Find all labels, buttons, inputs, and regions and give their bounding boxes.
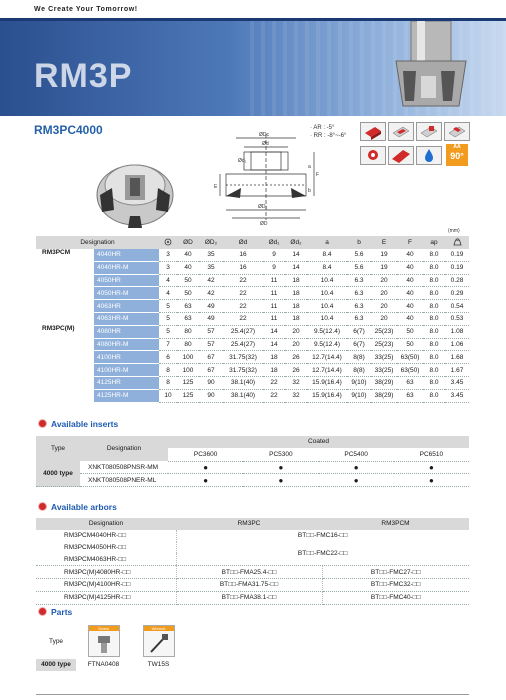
arbors-table	[36, 518, 469, 605]
table-cell: 8.0	[423, 261, 445, 274]
ins-type-header: Type	[36, 436, 80, 461]
table-cell: 0.53	[445, 312, 469, 325]
table-cell: 10	[159, 389, 177, 402]
designation-code: 4080HR	[94, 325, 159, 338]
table-cell: 25(23)	[371, 325, 397, 338]
spec-ar: · AR : -5°	[310, 125, 335, 131]
ins-designation: XNKT080508PNER-ML	[80, 474, 168, 487]
table-cell: 9.5(12.4)	[307, 325, 347, 338]
col-d2: ØD₂	[199, 236, 223, 249]
col-insert-count	[159, 236, 177, 249]
table-cell: 57	[199, 325, 223, 338]
table-cell: 33(25)	[371, 364, 397, 377]
cutter-photo-icon	[381, 21, 476, 116]
table-cell: 0.28	[445, 274, 469, 287]
table-cell: 6(7)	[347, 325, 371, 338]
table-cell: 8.0	[423, 376, 445, 389]
table-row	[36, 474, 469, 487]
table-cell: 9.5(12.4)	[307, 338, 347, 351]
table-cell: 10.4	[307, 300, 347, 313]
wrench-label: Wrench	[144, 626, 174, 631]
table-cell: 0.19	[445, 249, 469, 261]
table-row	[36, 300, 469, 313]
table-row	[36, 274, 469, 287]
arb-designation: RM3PC(M)4100HR-□□	[36, 578, 176, 591]
dim-b: b	[308, 188, 311, 194]
table-cell: 25(23)	[371, 338, 397, 351]
cutter-photo-icon	[90, 150, 180, 230]
inserts-section-title	[38, 419, 118, 429]
arb-designation: RM3PCM4063HR-□□	[36, 553, 176, 565]
table-cell: 18	[285, 287, 307, 300]
designation-code: 4100HR	[94, 351, 159, 364]
arbors-title-text: Available arbors	[51, 502, 117, 512]
table-cell: 25.4(27)	[223, 325, 263, 338]
table-cell: 3	[159, 261, 177, 274]
table-cell: 90	[199, 389, 223, 402]
table-cell: 8(8)	[347, 351, 371, 364]
table-cell: 14	[285, 261, 307, 274]
table-cell: 6.3	[347, 274, 371, 287]
availability-dot: ●	[243, 474, 318, 487]
table-row	[36, 312, 469, 325]
table-row	[36, 591, 469, 604]
dim-dc: ØDc	[259, 132, 269, 138]
grade-pc3600: PC3600	[168, 448, 243, 461]
table-cell: 31.75(32)	[223, 351, 263, 364]
screw-code: FTNA0408	[87, 661, 120, 669]
table-cell: 125	[177, 389, 199, 402]
group-name: RM3PC(M)	[42, 325, 75, 333]
table-cell: 9(10)	[347, 376, 371, 389]
arb-rm3pcm-value: BT□□-FMC40-□□	[322, 591, 469, 604]
dim-f: F	[316, 172, 320, 178]
table-cell: 63(50)	[397, 364, 423, 377]
table-cell: 5.6	[347, 249, 371, 261]
designation-code: 4125HR	[94, 376, 159, 389]
table-cell: 6.3	[347, 300, 371, 313]
designation-code: 4063HR-M	[94, 312, 159, 325]
table-cell: 8(8)	[347, 364, 371, 377]
table-cell: 10.4	[307, 312, 347, 325]
slot-icon	[444, 122, 470, 141]
table-cell: 14	[263, 338, 285, 351]
grade-pc5400: PC5400	[319, 448, 394, 461]
dim-d1: Ød₁	[238, 158, 247, 164]
col-designation: Designation	[36, 236, 159, 249]
table-cell: 8.0	[423, 274, 445, 287]
table-cell: 90	[199, 376, 223, 389]
table-cell: 5	[159, 325, 177, 338]
dimension-drawing	[196, 130, 336, 230]
table-cell: 25.4(27)	[223, 338, 263, 351]
arb-rm3pc-value: BT□□-FMA31.75-□□	[176, 578, 322, 591]
table-cell: 35	[199, 249, 223, 261]
hero-title: RM3P	[34, 57, 133, 95]
table-cell: 40	[397, 249, 423, 261]
table-cell: 26	[285, 364, 307, 377]
table-cell: 40	[177, 249, 199, 261]
table-row	[36, 261, 469, 274]
table-cell: 18	[263, 351, 285, 364]
parts-table	[36, 623, 186, 671]
table-cell: 80	[177, 338, 199, 351]
table-cell: 8.4	[307, 261, 347, 274]
arb-designation: RM3PC(M)4125HR-□□	[36, 591, 176, 604]
table-cell: 6	[159, 351, 177, 364]
parts-section-title	[38, 607, 72, 617]
hero-banner	[0, 21, 506, 116]
table-cell: 33(25)	[371, 351, 397, 364]
coolant-icon	[416, 146, 442, 165]
section-bullet-icon	[38, 502, 47, 511]
arb-rm3pc-header: RM3PC	[176, 518, 322, 530]
footer-rule	[36, 694, 469, 695]
inserts-title-text: Available inserts	[51, 419, 119, 429]
table-cell: 40	[397, 312, 423, 325]
ramping-icon	[360, 146, 386, 165]
table-cell: 57	[199, 338, 223, 351]
table-cell: 1.08	[445, 325, 469, 338]
arb-rm3pcm-value: BT□□-FMC27-□□	[322, 566, 469, 579]
table-cell: 11	[263, 300, 285, 313]
dimension-table	[36, 236, 469, 403]
table-cell: 4	[159, 274, 177, 287]
table-cell: 38(29)	[371, 389, 397, 402]
screw-image	[88, 625, 120, 657]
availability-dot: ●	[168, 461, 243, 474]
table-cell: 18	[263, 364, 285, 377]
designation-code: 4100HR-M	[94, 364, 159, 377]
col-bore: Ød	[223, 236, 263, 249]
table-cell: 5	[159, 312, 177, 325]
table-cell: 20	[371, 274, 397, 287]
table-cell: 40	[397, 287, 423, 300]
table-cell: 1.67	[445, 364, 469, 377]
product-subtitle: RM3PC4000	[34, 123, 103, 137]
table-cell: 22	[223, 312, 263, 325]
table-cell: 22	[263, 389, 285, 402]
table-cell: 35	[199, 261, 223, 274]
designation-code: 4050HR	[94, 274, 159, 287]
table-cell: 19	[371, 249, 397, 261]
table-cell: 40	[397, 300, 423, 313]
table-cell: 50	[177, 287, 199, 300]
approach-angle-badge	[446, 144, 468, 166]
table-cell: 9	[263, 249, 285, 261]
tagline: We Create Your Tomorrow!	[34, 6, 138, 13]
table-cell: 8.0	[423, 300, 445, 313]
dim-D: ØD	[260, 221, 268, 227]
table-cell: 63	[177, 300, 199, 313]
table-cell: 8.0	[423, 338, 445, 351]
table-cell: 8.0	[423, 389, 445, 402]
insert-count-icon	[164, 238, 172, 246]
arb-value: BT□□-FMC22-□□	[176, 542, 469, 566]
arb-rm3pcm-header: RM3PCM	[322, 518, 469, 530]
section-bullet-icon	[38, 419, 47, 428]
table-cell: 67	[199, 351, 223, 364]
table-cell: 63	[177, 312, 199, 325]
table-cell: 20	[285, 325, 307, 338]
table-cell: 125	[177, 376, 199, 389]
col-e: E	[371, 236, 397, 249]
table-row	[36, 364, 469, 377]
table-cell: 42	[199, 274, 223, 287]
table-cell: 6.3	[347, 287, 371, 300]
arb-designation: RM3PCM4040HR-□□	[36, 530, 176, 542]
weight-icon	[453, 238, 462, 246]
table-cell: 5.6	[347, 261, 371, 274]
dim-a: a	[308, 164, 311, 170]
table-cell: 8.0	[423, 364, 445, 377]
table-cell: 22	[263, 376, 285, 389]
grade-pc5300: PC5300	[243, 448, 318, 461]
table-cell: 18	[285, 312, 307, 325]
table-cell: 8.0	[423, 351, 445, 364]
table-row	[36, 287, 469, 300]
arb-rm3pc-value: BT□□-FMA38.1-□□	[176, 591, 322, 604]
table-cell: 8.0	[423, 325, 445, 338]
table-cell: 20	[371, 300, 397, 313]
table-cell: 8	[159, 376, 177, 389]
designation-code: 4040HR	[94, 249, 159, 261]
dim-d: Ød	[262, 141, 269, 147]
table-cell: 18	[285, 300, 307, 313]
face-milling-icon	[388, 122, 414, 141]
table-cell: 63(50)	[397, 351, 423, 364]
table-cell: 7	[159, 338, 177, 351]
ins-designation-header: Designation	[80, 436, 168, 461]
table-cell: 11	[263, 312, 285, 325]
table-cell: 8.0	[423, 249, 445, 261]
table-cell: 0.54	[445, 300, 469, 313]
top-bar	[0, 0, 506, 22]
table-cell: 38(29)	[371, 376, 397, 389]
aa-angle: 90°	[450, 151, 464, 161]
plunge-icon	[388, 146, 414, 165]
wrench-cell	[131, 623, 186, 659]
table-cell: 50	[177, 274, 199, 287]
table-row	[36, 530, 469, 542]
table-cell: 1.06	[445, 338, 469, 351]
table-header-row	[36, 236, 469, 249]
aa-label: AA	[453, 144, 461, 150]
table-cell: 8	[159, 364, 177, 377]
table-cell: 22	[223, 300, 263, 313]
table-cell: 50	[397, 325, 423, 338]
table-cell: 49	[199, 300, 223, 313]
table-cell: 22	[223, 287, 263, 300]
arb-value: BT□□-FMC16-□□	[297, 532, 348, 540]
col-d: ØD	[177, 236, 199, 249]
arb-designation-header: Designation	[36, 518, 176, 530]
table-cell: 11	[263, 287, 285, 300]
table-cell: 1.68	[445, 351, 469, 364]
availability-dot: ●	[319, 474, 394, 487]
availability-dot: ●	[394, 474, 469, 487]
designation-code: 4040HR-M	[94, 261, 159, 274]
table-cell: 6.3	[347, 312, 371, 325]
table-cell: 10.4	[307, 274, 347, 287]
table-cell: 40	[397, 261, 423, 274]
designation-code: 4080HR-M	[94, 338, 159, 351]
arb-designation: RM3PC(M)4080HR-□□	[36, 566, 176, 579]
table-row	[36, 249, 469, 261]
col-bore1: Ød₁	[263, 236, 285, 249]
unit-label: (mm)	[448, 228, 460, 234]
table-cell: 9(10)	[347, 389, 371, 402]
screw-cell	[76, 623, 131, 659]
availability-dot: ●	[394, 461, 469, 474]
table-cell: 50	[397, 338, 423, 351]
table-cell: 10.4	[307, 287, 347, 300]
wrench-image	[143, 625, 175, 657]
ins-coated-header: Coated	[168, 436, 469, 448]
table-cell: 8.0	[423, 312, 445, 325]
table-cell: 3.45	[445, 376, 469, 389]
table-row	[36, 566, 469, 579]
spec-rr: · RR : -8°~-6°	[310, 133, 347, 139]
designation-code: 4050HR-M	[94, 287, 159, 300]
angle-specs	[310, 124, 346, 140]
table-cell: 8.0	[423, 287, 445, 300]
table-cell: 15.9(16.4)	[307, 389, 347, 402]
table-cell: 12.7(14.4)	[307, 364, 347, 377]
col-b: b	[347, 236, 371, 249]
inserts-table	[36, 436, 469, 487]
wrench-code: TW15S	[147, 661, 170, 669]
table-cell: 6(7)	[347, 338, 371, 351]
table-cell: 16	[223, 249, 263, 261]
table-cell: 80	[177, 325, 199, 338]
table-row	[36, 461, 469, 474]
table-cell: 20	[371, 312, 397, 325]
dim-d2: ØD₂	[258, 204, 268, 210]
table-cell: 49	[199, 312, 223, 325]
table-cell: 26	[285, 351, 307, 364]
table-cell: 22	[223, 274, 263, 287]
table-cell: 3	[159, 249, 177, 261]
table-cell: 38.1(40)	[223, 389, 263, 402]
table-row	[36, 325, 469, 338]
col-bore2: Ød₂	[285, 236, 307, 249]
shoulder-icon	[416, 122, 442, 141]
table-cell: 15.9(16.4)	[307, 376, 347, 389]
table-cell: 16	[223, 261, 263, 274]
table-row	[36, 376, 469, 389]
table-cell: 20	[285, 338, 307, 351]
table-cell: 0.29	[445, 287, 469, 300]
parts-type-label: Type	[48, 637, 64, 645]
table-cell: 63	[397, 389, 423, 402]
table-cell: 63	[397, 376, 423, 389]
col-a: a	[307, 236, 347, 249]
screw-label: Screw	[89, 626, 119, 631]
col-weight	[445, 236, 469, 249]
availability-dot: ●	[243, 461, 318, 474]
table-cell: 38.1(40)	[223, 376, 263, 389]
table-cell: 40	[397, 274, 423, 287]
table-cell: 19	[371, 261, 397, 274]
table-cell: 32	[285, 376, 307, 389]
arb-rm3pcm-value: BT□□-FMC32-□□	[322, 578, 469, 591]
table-row	[36, 338, 469, 351]
table-cell: 0.19	[445, 261, 469, 274]
table-cell: 5	[159, 300, 177, 313]
milling-icon	[360, 122, 386, 141]
table-row	[36, 351, 469, 364]
table-cell: 67	[199, 364, 223, 377]
table-cell: 9	[263, 261, 285, 274]
table-cell: 14	[263, 325, 285, 338]
table-cell: 14	[285, 249, 307, 261]
group-name: RM3PCM	[42, 249, 71, 256]
table-cell: 31.75(32)	[223, 364, 263, 377]
table-cell: 12.7(14.4)	[307, 351, 347, 364]
table-row	[36, 578, 469, 591]
table-cell: 40	[177, 261, 199, 274]
table-cell: 32	[285, 389, 307, 402]
grade-pc6510: PC6510	[394, 448, 469, 461]
table-cell: 100	[177, 364, 199, 377]
ins-designation: XNKT080508PNSR-MM	[80, 461, 168, 474]
col-f: F	[397, 236, 423, 249]
table-cell: 11	[263, 274, 285, 287]
table-cell: 4	[159, 287, 177, 300]
table-cell: 42	[199, 287, 223, 300]
arb-rm3pc-value: BT□□-FMA25.4-□□	[176, 566, 322, 579]
table-cell: 3.45	[445, 389, 469, 402]
section-bullet-icon	[38, 607, 47, 616]
col-ap: ap	[423, 236, 445, 249]
table-cell: 8.4	[307, 249, 347, 261]
ins-type-value: 4000 type	[36, 461, 80, 487]
table-row	[36, 389, 469, 402]
table-row	[36, 542, 469, 554]
dim-e: E	[214, 184, 218, 190]
table-cell: 100	[177, 351, 199, 364]
designation-code: 4063HR	[94, 300, 159, 313]
arbors-section-title	[38, 502, 117, 512]
arb-designation: RM3PCM4050HR-□□	[36, 542, 176, 554]
parts-type-value: 4000 type	[36, 659, 76, 671]
table-cell: 18	[285, 274, 307, 287]
availability-dot: ●	[319, 461, 394, 474]
table-cell: 20	[371, 287, 397, 300]
designation-code: 4125HR-M	[94, 389, 159, 402]
parts-title-text: Parts	[51, 607, 73, 617]
availability-dot: ●	[168, 474, 243, 487]
